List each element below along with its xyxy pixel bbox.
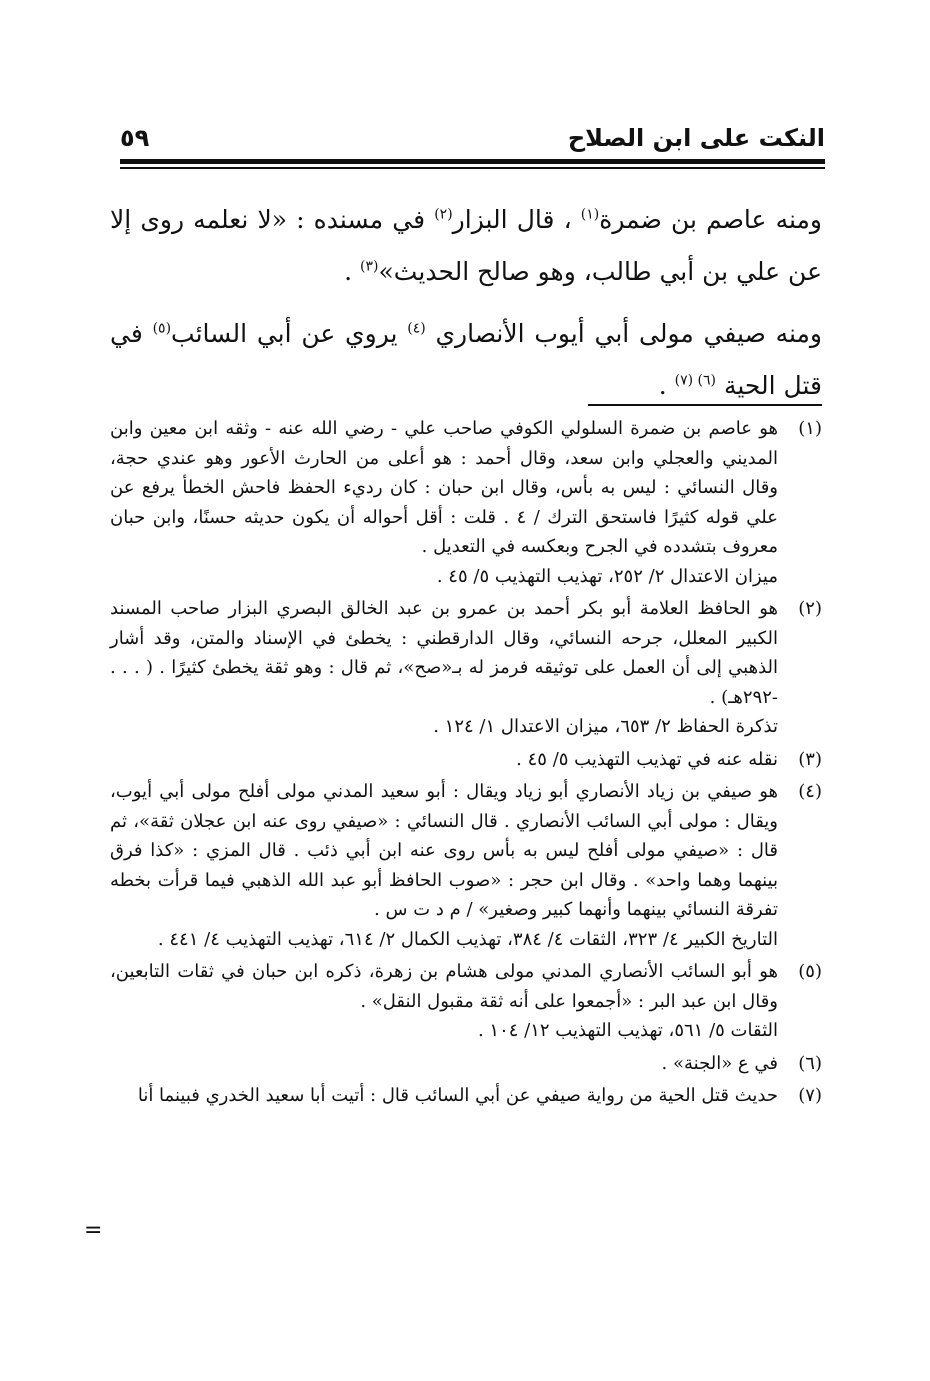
- continuation-mark: =: [84, 1218, 103, 1243]
- footnote-text: في ع «الجنة» .: [661, 1052, 778, 1074]
- header-rule-thick: [120, 159, 825, 164]
- main-text-run: ، قال البزار: [452, 205, 581, 234]
- footnote-text: حديث قتل الحية من رواية صيفي عن أبي السائب قال : أتيت أبا سعيد الخدري فبينما أنا: [137, 1085, 778, 1106]
- main-paragraph-1: [110, 194, 822, 298]
- footnote-6: [110, 1049, 822, 1079]
- footnote-4: [110, 777, 822, 954]
- footnote-number: (١): [798, 418, 822, 439]
- footnote-7: [110, 1081, 822, 1111]
- footnote-separator: [588, 404, 822, 406]
- footnote-2: [110, 594, 822, 742]
- main-paragraph-2: [110, 308, 822, 412]
- footnote-ref[interactable]: (٣): [360, 258, 379, 275]
- footnote-text: نقله عنه في تهذيب التهذيب ٥/ ٤٥ .: [516, 748, 778, 770]
- footnote-text: هو صيفي بن زياد الأنصاري أبو زياد ويقال : أبو سعيد المدني مولى أفلح مولى أبي أيوب، ويقال : مولى أبي السائب الأنصاري . قال النسائي : «صيفي روى عنه ابن عجلان ثقة»، ثم قال : «صيفي مولى أفلح ليس به بأس روى عنه ابن أبي ذئب . قال المزي : «كذا فرق بينهما وهما واحد» . وقال ابن حجر : «صوب الحافظ أبو عبد الله الذهبي فيما قرأت بخطه تفرقة النسائي بينهما وأنهما كبير وصغير» / م د ت س .: [110, 781, 778, 920]
- running-title: النكت على ابن الصلاح: [567, 124, 825, 152]
- footnote-source: ميزان الاعتدال ٢/ ٢٥٢، تهذيب التهذيب ٥/ ٤٥ .: [436, 565, 778, 587]
- footnote-number: (٢): [798, 598, 822, 619]
- footnote-number: (٧): [798, 1085, 822, 1106]
- footnote-number: (٦): [798, 1052, 822, 1074]
- main-text-run: ومنه عاصم بن ضمرة: [599, 205, 823, 234]
- main-text: [110, 194, 822, 422]
- footnote-ref[interactable]: (٥): [152, 320, 172, 337]
- footnote-number: (٣): [798, 748, 822, 770]
- footnote-text: هو أبو السائب الأنصاري المدني مولى هشام بن زهرة، ذكره ابن حبان في ثقات التابعين، وقال ابن عبد البر : «أجمعوا على أنه ثقة مقبول النقل» .: [110, 961, 778, 1012]
- footnote-1: [110, 414, 822, 591]
- footnote-ref[interactable]: (١): [580, 206, 600, 223]
- footnote-3: [110, 745, 822, 775]
- page-header: [120, 118, 825, 158]
- main-text-run: في مسنده : «لا نعلمه روى إلا عن علي بن أبي طالب، وهو صالح الحديث»: [110, 205, 822, 286]
- footnote-ref[interactable]: (٤): [407, 320, 426, 337]
- main-text-run: .: [658, 371, 675, 400]
- footnotes: [110, 414, 822, 1114]
- footnote-text: هو عاصم بن ضمرة السلولي الكوفي صاحب علي - رضي الله عنه - وثقه ابن معين وابن المديني والعجلي وابن سعد، وقال أحمد : هو أعلى من الحارث الأعور وهو عندي حجة، وقال النسائي : ليس به بأس، وقال ابن حبان : كان رديء الحفظ فاحش الخطأ يرفع عن علي قوله كثيرًا فاستحق الترك / ٤ . قلت : أقل أحواله أن يكون حديثه حسنًا، وابن حبان معروف بتشدده في الجرح وبعكسه في التعديل .: [110, 418, 778, 557]
- page-number: ٥٩: [120, 124, 150, 152]
- footnote-source: تذكرة الحفاظ ٢/ ٦٥٣، ميزان الاعتدال ١/ ١٢٤ .: [433, 716, 778, 737]
- footnote-ref[interactable]: (٦) (٧): [674, 372, 717, 389]
- main-text-run: يروي عن أبي السائب: [171, 319, 408, 348]
- footnote-text: هو الحافظ العلامة أبو بكر أحمد بن عمرو بن عبد الخالق البصري البزار صاحب المسند الكبير المعلل، جرحه النسائي، وقال الدارقطني : يخطئ في الإسناد والمتن، وقد أشار الذهبي إلى أن العمل على توثيقه فرمز له بـ«صح»، ثم قال : وهو ثقة يخطئ كثيرًا . ( . . . -٢٩٢هـ) .: [110, 598, 778, 708]
- footnote-number: (٤): [798, 781, 822, 802]
- main-text-run: .: [344, 257, 361, 286]
- footnote-number: (٥): [798, 961, 822, 982]
- header-rule-thin: [120, 167, 825, 169]
- main-text-run: ومنه صيفي مولى أبي أيوب الأنصاري: [425, 319, 822, 348]
- footnote-5: [110, 957, 822, 1046]
- footnote-source: التاريخ الكبير ٤/ ٣٢٣، الثقات ٤/ ٣٨٤، تهذيب الكمال ٢/ ٦١٤، تهذيب التهذيب ٤/ ٤٤١ .: [157, 928, 778, 950]
- main-text-run: في قتل الحية: [110, 319, 822, 400]
- footnote-ref[interactable]: (٢): [434, 206, 453, 223]
- footnote-source: الثقات ٥/ ٥٦١، تهذيب التهذيب ١٢/ ١٠٤ .: [477, 1020, 778, 1041]
